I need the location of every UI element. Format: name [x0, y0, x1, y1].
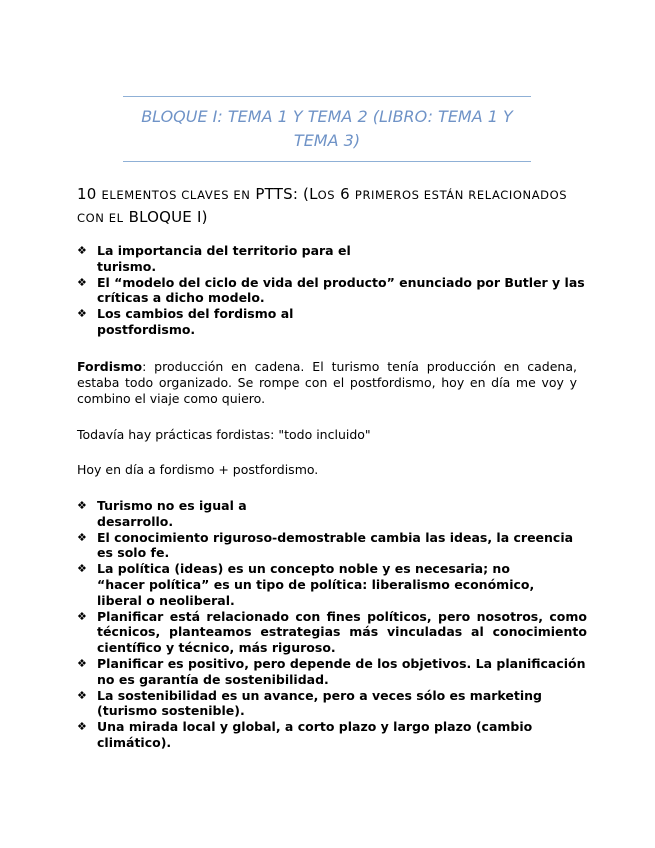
heading-part: OS [317, 188, 336, 202]
diamond-bullet-icon: ❖ [77, 499, 87, 512]
list-item-text: La sostenibilidad es un avance, pero a veces sólo es marketing (turismo sostenible). [97, 687, 542, 719]
list-item [77, 243, 367, 275]
list-item [77, 561, 557, 608]
heading-part: PTTS: (L [250, 185, 318, 203]
fordist-practices-paragraph: Todavía hay prácticas fordistas: "todo incluido" [77, 427, 371, 442]
diamond-bullet-icon: ❖ [77, 244, 87, 257]
heading-part: ELEMENTOS CLAVES EN [101, 188, 251, 202]
list-item [77, 609, 587, 656]
list-item [77, 656, 587, 688]
diamond-bullet-icon: ❖ [77, 720, 87, 734]
list-item-text: La política (ideas) es un concepto noble y es necesaria; no “hacer política” es un tipo de política: liberalismo económico, liberal o neoliberal. [97, 561, 535, 608]
diamond-bullet-icon: ❖ [77, 688, 87, 702]
section-heading [77, 183, 597, 229]
heading-part: BLOQUE I) [123, 208, 208, 226]
title-top-rule [123, 96, 531, 97]
list-item-text: El “modelo del ciclo de vida del producto” enunciado por Butler y las críticas a dicho modelo. [97, 274, 585, 306]
list-item [77, 275, 587, 307]
list-item [77, 498, 267, 530]
list-item-text: El conocimiento riguroso-demostrable cambia las ideas, la creencia es solo fe. [97, 529, 574, 561]
diamond-bullet-icon: ❖ [77, 562, 87, 576]
diamond-bullet-icon: ❖ [77, 656, 87, 670]
diamond-bullet-icon: ❖ [77, 609, 87, 623]
key-elements-list-1 [77, 243, 587, 338]
fordismo-today-paragraph: Hoy en día a fordismo + postfordismo. [77, 462, 319, 477]
fordismo-paragraph [77, 359, 577, 406]
diamond-bullet-icon: ❖ [77, 530, 87, 544]
list-item-text: Una mirada local y global, a corto plazo y largo plazo (cambio climático). [97, 719, 533, 750]
list-item-text: Planificar es positivo, pero depende de los objetivos. La planificación no es garantía de sostenibilidad. [97, 655, 586, 687]
list-item-text: Planificar está relacionado con fines políticos, pero nosotros, como técnicos, planteamos estrategias más vinculadas al conocimiento científico y técnico, más riguroso. [97, 608, 587, 656]
title-bottom-rule [123, 161, 531, 162]
list-item-text: La importancia del territorio para el turismo. [97, 243, 351, 274]
fordismo-definition: : producción en cadena. El turismo tenía producción en cadena, estaba todo organizado. Se rompe con el postfordismo, hoy en día me voy y combino el viaje como quiero. [77, 359, 577, 406]
heading-part: 6 [335, 185, 355, 203]
fordismo-term: Fordismo [77, 359, 143, 374]
document-title: BLOQUE I: TEMA 1 Y TEMA 2 (LIBRO: TEMA 1 Y TEMA 3) [141, 107, 513, 150]
list-item-text: Turismo no es igual a desarrollo. [97, 498, 247, 529]
diamond-bullet-icon: ❖ [77, 275, 87, 289]
heading-part: 10 [77, 185, 102, 203]
list-item [77, 306, 367, 338]
diamond-bullet-icon: ❖ [77, 307, 87, 321]
list-item [77, 530, 587, 562]
heading-part: PRIMEROS ESTÁN RELACIONADOS CON EL [77, 188, 568, 225]
key-elements-list-2 [77, 498, 587, 751]
list-item [77, 688, 587, 720]
list-item-text: Los cambios del fordismo al postfordismo. [97, 306, 294, 337]
list-item [77, 719, 557, 751]
